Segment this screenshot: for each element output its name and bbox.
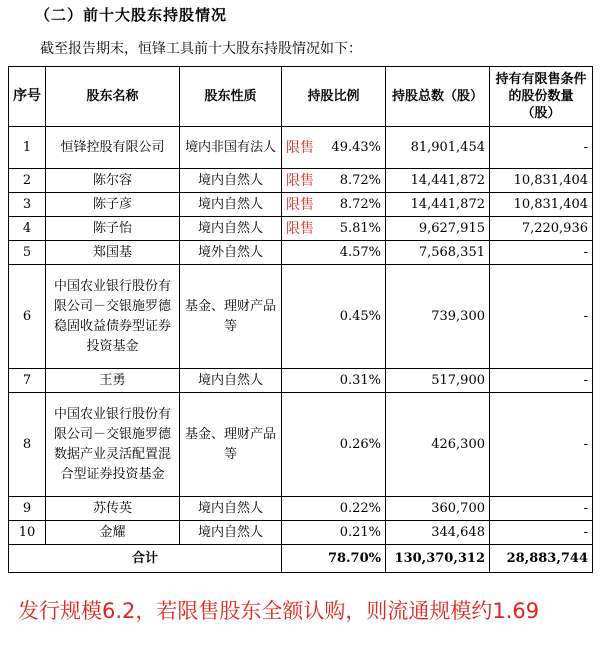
header-nature: 股东性质	[180, 67, 282, 127]
total-shares: 130,370,312	[386, 545, 490, 573]
row-seq: 1	[9, 127, 46, 169]
row-nature: 境内自然人	[180, 369, 282, 393]
row-name: 中国农业银行股份有限公司－交银施罗德数据产业灵活配置混合型证券投资基金	[46, 393, 180, 497]
row-ratio	[282, 265, 386, 369]
row-ratio	[282, 241, 386, 265]
row-ratio	[282, 369, 386, 393]
row-total: 739,300	[386, 265, 490, 369]
row-total: 426,300	[386, 393, 490, 497]
ratio-value: 0.21%	[339, 524, 381, 540]
row-seq: 7	[9, 369, 46, 393]
total-row	[9, 545, 593, 573]
row-seq: 5	[9, 241, 46, 265]
row-seq: 10	[9, 521, 46, 545]
row-ratio	[282, 497, 386, 521]
row-name: 金耀	[46, 521, 180, 545]
row-name: 陈子怡	[46, 217, 180, 241]
row-restricted: -	[490, 127, 593, 169]
row-seq: 9	[9, 497, 46, 521]
row-nature: 境内自然人	[180, 217, 282, 241]
row-ratio	[282, 169, 386, 193]
row-restricted: 10,831,404	[490, 169, 593, 193]
header-seq: 序号	[9, 67, 46, 127]
row-restricted: -	[490, 241, 593, 265]
row-nature: 境内自然人	[180, 193, 282, 217]
row-name: 王勇	[46, 369, 180, 393]
header-total: 持股总数（股）	[386, 67, 490, 127]
table-row	[9, 497, 593, 521]
row-total: 9,627,915	[386, 217, 490, 241]
row-ratio	[282, 217, 386, 241]
row-seq: 2	[9, 169, 46, 193]
ratio-value: 0.22%	[339, 500, 381, 516]
row-name: 陈子彦	[46, 193, 180, 217]
table-row	[9, 265, 593, 369]
row-nature: 基金、理财产品等	[180, 265, 282, 369]
row-nature: 境内自然人	[180, 521, 282, 545]
row-seq: 3	[9, 193, 46, 217]
row-ratio	[282, 521, 386, 545]
row-total: 517,900	[386, 369, 490, 393]
row-restricted: 7,220,936	[490, 217, 593, 241]
ratio-value: 8.72%	[339, 196, 381, 212]
row-name: 中国农业银行股份有限公司－交银施罗德稳固收益债券型证券投资基金	[46, 265, 180, 369]
restricted-tag: 限售	[286, 220, 314, 237]
header-restricted: 持有有限售条件的股份数量（股）	[490, 67, 593, 127]
row-name: 郑国基	[46, 241, 180, 265]
restricted-tag: 限售	[286, 196, 314, 213]
row-nature: 境内自然人	[180, 497, 282, 521]
section-title: （二）前十大股东持股情况	[35, 6, 228, 24]
table-row	[9, 127, 593, 169]
row-total: 14,441,872	[386, 193, 490, 217]
row-seq: 6	[9, 265, 46, 369]
total-restricted: 28,883,744	[490, 545, 593, 573]
ratio-value: 5.81%	[339, 220, 381, 236]
row-seq: 8	[9, 393, 46, 497]
row-nature: 境外自然人	[180, 241, 282, 265]
ratio-value: 0.26%	[339, 436, 381, 452]
row-name: 恒锋控股有限公司	[46, 127, 180, 169]
intro-text: 截至报告期末，恒锋工具前十大股东持股情况如下：	[40, 41, 362, 57]
table-row	[9, 241, 593, 265]
row-restricted: -	[490, 497, 593, 521]
row-total: 7,568,351	[386, 241, 490, 265]
total-ratio: 78.70%	[282, 545, 386, 573]
ratio-value: 49.43%	[331, 139, 381, 155]
table-header-row	[9, 67, 593, 127]
row-name: 陈尔容	[46, 169, 180, 193]
row-name: 苏传英	[46, 497, 180, 521]
row-total: 81,901,454	[386, 127, 490, 169]
ratio-value: 4.57%	[339, 244, 381, 260]
header-name: 股东名称	[46, 67, 180, 127]
restricted-tag: 限售	[286, 172, 314, 189]
row-nature: 境内自然人	[180, 169, 282, 193]
table-row	[9, 169, 593, 193]
row-ratio	[282, 127, 386, 169]
table-row	[9, 217, 593, 241]
row-restricted: -	[490, 265, 593, 369]
table-row	[9, 193, 593, 217]
table-row	[9, 369, 593, 393]
row-ratio	[282, 393, 386, 497]
row-ratio	[282, 193, 386, 217]
total-label: 合计	[9, 545, 282, 573]
shareholders-table	[8, 66, 593, 573]
row-restricted: -	[490, 393, 593, 497]
row-restricted: -	[490, 369, 593, 393]
row-total: 360,700	[386, 497, 490, 521]
header-ratio: 持股比例	[282, 67, 386, 127]
row-total: 14,441,872	[386, 169, 490, 193]
ratio-value: 0.45%	[339, 308, 381, 324]
row-seq: 4	[9, 217, 46, 241]
annotation-note: 发行规模6.2，若限售股东全额认购，则流通规模约1.69	[18, 599, 540, 623]
restricted-tag: 限售	[286, 139, 314, 156]
row-total: 344,648	[386, 521, 490, 545]
ratio-value: 0.31%	[339, 372, 381, 388]
table-row	[9, 521, 593, 545]
ratio-value: 8.72%	[339, 172, 381, 188]
table-row	[9, 393, 593, 497]
row-restricted: -	[490, 521, 593, 545]
row-restricted: 10,831,404	[490, 193, 593, 217]
row-nature: 基金、理财产品等	[180, 393, 282, 497]
row-nature: 境内非国有法人	[180, 127, 282, 169]
